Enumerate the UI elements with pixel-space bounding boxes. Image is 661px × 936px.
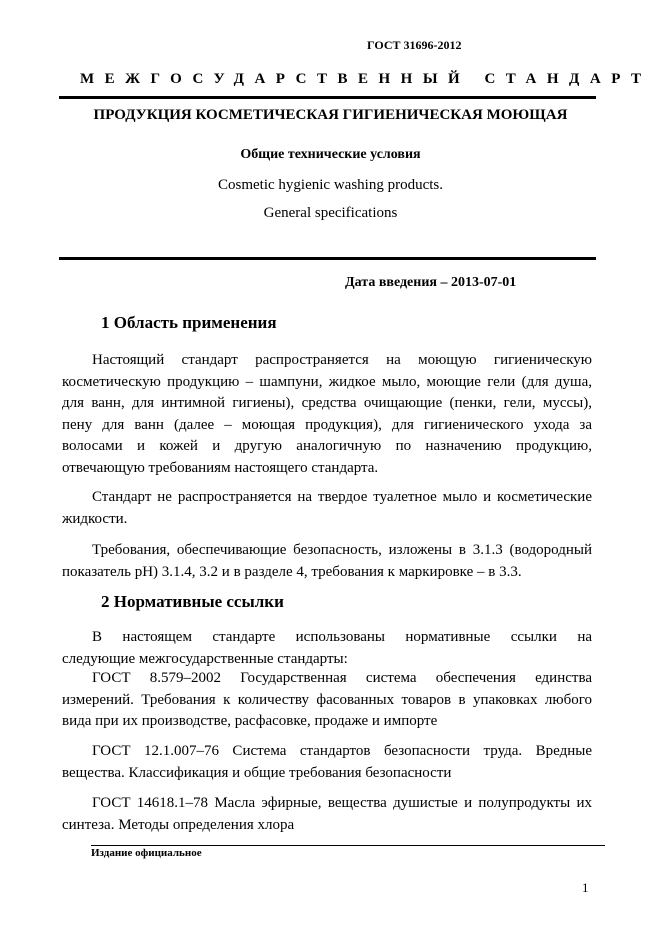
text-line: для ванн, для интимной гигиены), средства очищающие (пенки, гели, муссы),	[62, 395, 592, 411]
document-title: ПРОДУКЦИЯ КОСМЕТИЧЕСКАЯ ГИГИЕНИЧЕСКАЯ МОЮЩАЯ	[93, 107, 568, 123]
text-line: следующие межгосударственные стандарты:	[62, 650, 348, 667]
section-1-paragraph-1	[62, 350, 592, 479]
text-line: В настоящем стандарте использованы нормативные ссылки на	[92, 629, 592, 645]
text-line: вещества. Классификация и общие требования безопасности	[62, 764, 452, 781]
text-line: волосами и кожей и другую аналогичную по назначению продукцию,	[62, 438, 592, 454]
section-1-heading: 1 Область применения	[101, 313, 277, 332]
footer-rule	[91, 845, 605, 846]
date-of-introduction: Дата введения – 2013-07-01	[345, 275, 517, 290]
english-title-line-2: General specifications	[263, 205, 398, 221]
official-edition-label: Издание официальное	[91, 847, 202, 859]
document-subtitle: Общие технические условия	[240, 147, 421, 162]
text-line: пену для ванн (далее – моющая продукция), для гигиенического ухода за	[62, 416, 592, 433]
text-line: Настоящий стандарт распространяется на моющую гигиеническую	[92, 352, 592, 368]
text-line: жидкости.	[62, 510, 128, 527]
section-2-paragraph-1	[62, 627, 592, 670]
text-line: ГОСТ 14618.1–78 Масла эфирные, вещества душистые и полупродукты их	[92, 795, 592, 811]
section-1-paragraph-3	[62, 540, 592, 583]
top-rule	[59, 96, 596, 99]
section-1-paragraph-2	[62, 487, 592, 530]
text-line: Требования, обеспечивающие безопасность, изложены в 3.1.3 (водородный	[92, 542, 592, 558]
text-line: показатель рН) 3.1.4, 3.2 и в разделе 4, требования к маркировке – в 3.3.	[62, 563, 522, 580]
text-line: косметическую продукцию – шампуни, жидкое мыло, моющие гели (для душа,	[62, 373, 592, 390]
text-line: ГОСТ 12.1.007–76 Система стандартов безопасности труда. Вредные	[92, 743, 592, 759]
normative-reference-gost-8-579	[62, 668, 592, 733]
text-line: синтеза. Методы определения хлора	[62, 816, 295, 833]
text-line: измерений. Требования к количеству фасованных товаров в упаковках любого	[62, 691, 592, 708]
text-line: отвечающую требованиям настоящего стандарта.	[62, 459, 379, 476]
gost-code: ГОСТ 31696-2012	[367, 38, 462, 52]
text-line: Стандарт не распространяется на твердое туалетное мыло и косметические	[92, 489, 592, 505]
normative-reference-gost-12-1-007	[62, 741, 592, 784]
text-line: вида при их производстве, расфасовке, продаже и импорте	[62, 713, 438, 729]
english-title-line-1: Cosmetic hygienic washing products.	[218, 177, 443, 193]
middle-rule	[59, 257, 596, 260]
page-number: 1	[582, 880, 589, 895]
interstate-standard-label: МЕЖГОСУДАРСТВЕННЫЙ СТАНДАРТ	[80, 71, 652, 87]
text-line: ГОСТ 8.579–2002 Государственная система обеспечения единства	[92, 670, 592, 686]
normative-reference-gost-14618-1	[62, 793, 592, 836]
section-2-heading: 2 Нормативные ссылки	[101, 592, 284, 611]
